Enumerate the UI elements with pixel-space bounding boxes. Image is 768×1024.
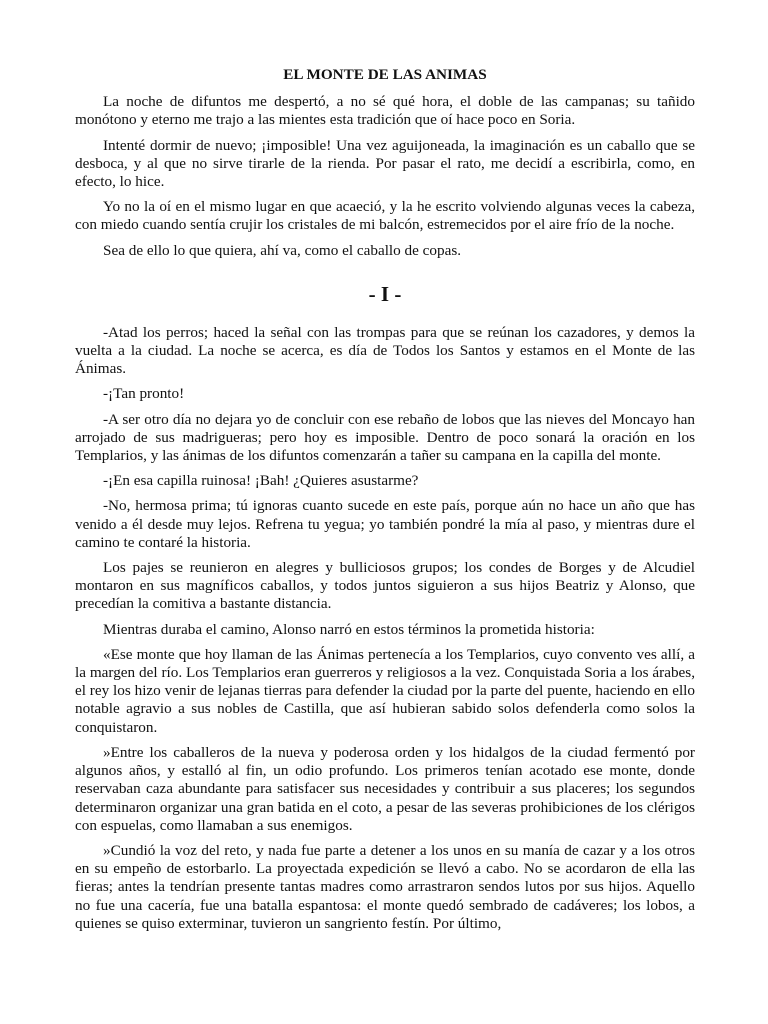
body-paragraph-5: -No, hermosa prima; tú ignoras cuanto sucede en este país, porque aún no hace un año que has venido a él desde muy lejos. Refrena tu yegua; yo también pondré la mía al paso, y mientras dure el camino te contaré la historia.	[75, 497, 695, 551]
body-paragraph-3: -A ser otro día no dejara yo de concluir con ese rebaño de lobos que las nieves del Moncayo han arrojado de sus madrigueras; pero hoy es imposible. Dentro de poco sonará la oración en los Templarios, y las ánimas de los difuntos comenzarán a tañer su campana en la capilla del monte.	[75, 410, 695, 465]
body-paragraph-4: -¡En esa capilla ruinosa! ¡Bah! ¿Quieres asustarme?	[103, 472, 419, 490]
intro-paragraph-2: Intenté dormir de nuevo; ¡imposible! Una vez aguijoneada, la imaginación es un caballo que se desboca, y al que no sirve tirarle de la rienda. Por pasar el rato, me decidí a escribirla, como, en efecto, lo hice.	[75, 136, 695, 191]
chapter-heading: - I -	[368, 281, 402, 306]
intro-paragraph-4: Sea de ello lo que quiera, ahí va, como el caballo de copas.	[103, 241, 462, 259]
document-page	[75, 66, 695, 940]
body-paragraph-2: -¡Tan pronto!	[103, 385, 185, 403]
body-paragraph-9: »Entre los caballeros de la nueva y poderosa orden y los hidalgos de la ciudad fermentó por algunos años, y estalló al fin, un odio profundo. Los primeros tenían acotado ese monte, donde reservaban caza abundante para satisfacer sus necesidades y contribuir a sus placeres; los segundos determinaron organizar una gran batida en el coto, a pesar de las severas prohibiciones de los clérigos con espuelas, como llamaban a sus enemigos.	[75, 743, 695, 834]
body-paragraph-1: -Atad los perros; haced la señal con las trompas para que se reúnan los cazadores, y demos la vuelta a la ciudad. La noche se acerca, es día de Todos los Santos y estamos en el Monte de las Ánimas.	[75, 323, 695, 378]
body-paragraph-7: Mientras duraba el camino, Alonso narró en estos términos la prometida historia:	[103, 620, 595, 638]
body-paragraph-10: »Cundió la voz del reto, y nada fue parte a detener a los unos en su manía de cazar y a los otros en su empeño de estorbarlo. La proyectada expedición se llevó a cabo. No se acordaron de ella las fieras; antes la tendrían presente tantas madres como arrastraron sendos lutos por sus hijos. Aquello no fue una cacería, fue una batalla espantosa: el monte quedó sembrado de cadáveres; los lobos, a quienes se quiso exterminar, tuvieron un sangriento festín. Por último,	[75, 841, 695, 932]
body-paragraph-8: «Ese monte que hoy llaman de las Ánimas pertenecía a los Templarios, cuyo convento ves allí, a la margen del río. Los Templarios eran guerreros y religiosos a la vez. Conquistada Soria a los árabes, el rey los hizo venir de lejanas tierras para defender la ciudad por la parte del puente, haciendo en ello notable agravio a sus nobles de Castilla, que así hubieran sabido solos defenderla como solos la conquistaron.	[75, 645, 695, 736]
document-title: EL MONTE DE LAS ANIMAS	[283, 66, 487, 83]
intro-paragraph-1: La noche de difuntos me despertó, a no sé qué hora, el doble de las campanas; su tañido monótono y eterno me trajo a las mientes esta tradición que oí hace poco en Soria.	[75, 93, 695, 129]
body-paragraph-6: Los pajes se reunieron en alegres y bulliciosos grupos; los condes de Borges y de Alcudiel montaron en sus magníficos caballos, y todos juntos siguieron a sus hijos Beatriz y Alonso, que precedían la comitiva a bastante distancia.	[75, 559, 695, 613]
intro-paragraph-3: Yo no la oí en el mismo lugar en que acaeció, y la he escrito volviendo algunas veces la cabeza, con miedo cuando sentía crujir los cristales de mi balcón, estremecidos por el aire frío de la noche.	[75, 198, 695, 234]
